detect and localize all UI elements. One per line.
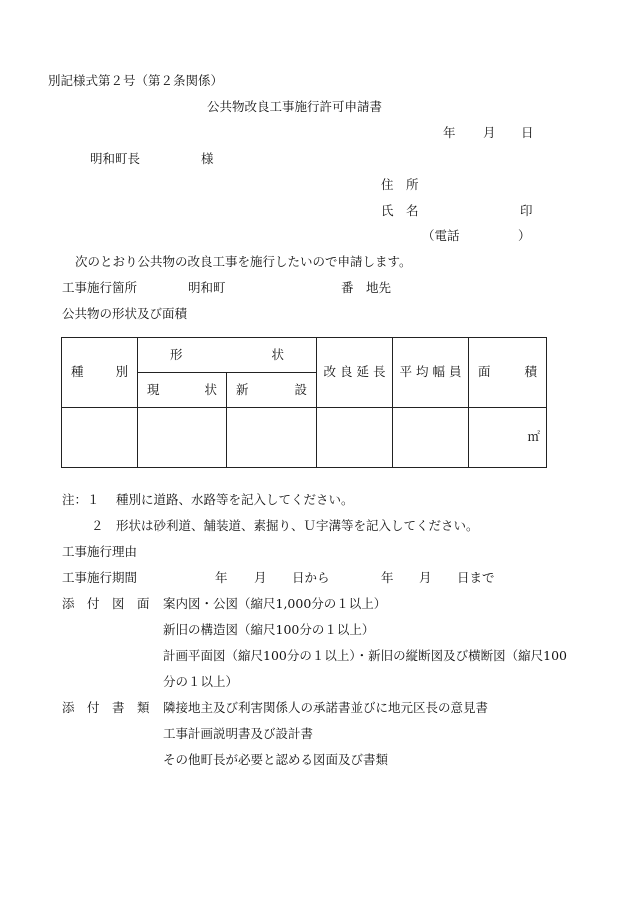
length-header-cell: 改 良 延 長 (317, 338, 393, 408)
width-value-cell[interactable] (393, 408, 469, 468)
type-value-cell[interactable] (62, 408, 138, 468)
period-day2: 日まで (457, 570, 495, 585)
period-year2: 年 (381, 570, 394, 585)
shape-header-cell: 形 状 (138, 338, 317, 373)
reason-label: 工事施行理由 (62, 544, 138, 559)
location-suffix: 番 地先 (341, 280, 392, 295)
area-unit: ㎡ (527, 429, 540, 445)
location-label: 工事施行箇所 (62, 280, 138, 295)
area-value-cell[interactable] (469, 408, 547, 468)
period-year1: 年 (215, 570, 228, 585)
form-number: 別記様式第２号（第２条関係） (48, 73, 224, 88)
new-header-cell: 新 設 (227, 373, 317, 408)
new-value-cell[interactable] (227, 408, 317, 468)
attached-document-item: 工事計画説明書及び設計書 (163, 726, 314, 741)
phone-open: （電話 (422, 228, 460, 243)
note2-prefix: ２ (91, 518, 104, 533)
attached-drawing-item: 案内図・公図（縮尺1,000分の１以上） (163, 596, 387, 611)
phone-close: ） (518, 228, 531, 243)
shape-area-table (61, 337, 547, 468)
attached-documents-label: 添 付 書 類 (62, 700, 150, 715)
period-month2: 月 (419, 570, 432, 585)
period-month1: 月 (254, 570, 267, 585)
name-label: 氏 名 (381, 203, 419, 218)
shape-area-heading: 公共物の形状及び面積 (62, 306, 188, 321)
intro-text: 次のとおり公共物の改良工事を施行したいので申請します。 (75, 254, 412, 269)
location-town: 明和町 (188, 280, 226, 295)
current-header-cell: 現 状 (138, 373, 227, 408)
note1-text: 種別に道路、水路等を記入してください。 (116, 492, 354, 507)
note1-prefix: 注：１ (62, 492, 100, 507)
period-label: 工事施行期間 (62, 570, 138, 585)
form-title: 公共物改良工事施行許可申請書 (207, 99, 383, 114)
date-day: 日 (521, 125, 534, 140)
date-month: 月 (483, 125, 496, 140)
current-value-cell[interactable] (138, 408, 227, 468)
area-header-cell: 面 積 (469, 338, 547, 408)
type-header-cell: 種 別 (62, 338, 138, 408)
addressee-name: 明和町長 (90, 151, 141, 166)
addressee-honorific: 様 (201, 151, 214, 166)
seal-mark: 印 (520, 203, 533, 218)
period-day1: 日から (292, 570, 330, 585)
address-label: 住 所 (381, 177, 419, 192)
attached-drawing-item: 計画平面図（縮尺100分の１以上）・新旧の縦断図及び横断図（縮尺100 (163, 648, 567, 663)
attached-document-item: 隣接地主及び利害関係人の承諾書並びに地元区長の意見書 (163, 700, 489, 715)
date-year: 年 (443, 125, 456, 140)
attached-drawings-label: 添 付 図 面 (62, 596, 150, 611)
note2-text: 形状は砂利道、舗装道、素掘り、Ｕ宇溝等を記入してください。 (116, 518, 479, 533)
length-value-cell[interactable] (317, 408, 393, 468)
attached-drawing-item: 分の１以上） (163, 674, 239, 689)
attached-drawing-item: 新旧の構造図（縮尺100分の１以上） (163, 622, 375, 637)
width-header-cell: 平 均 幅 員 (393, 338, 469, 408)
attached-document-item: その他町長が必要と認める図面及び書類 (163, 752, 389, 767)
